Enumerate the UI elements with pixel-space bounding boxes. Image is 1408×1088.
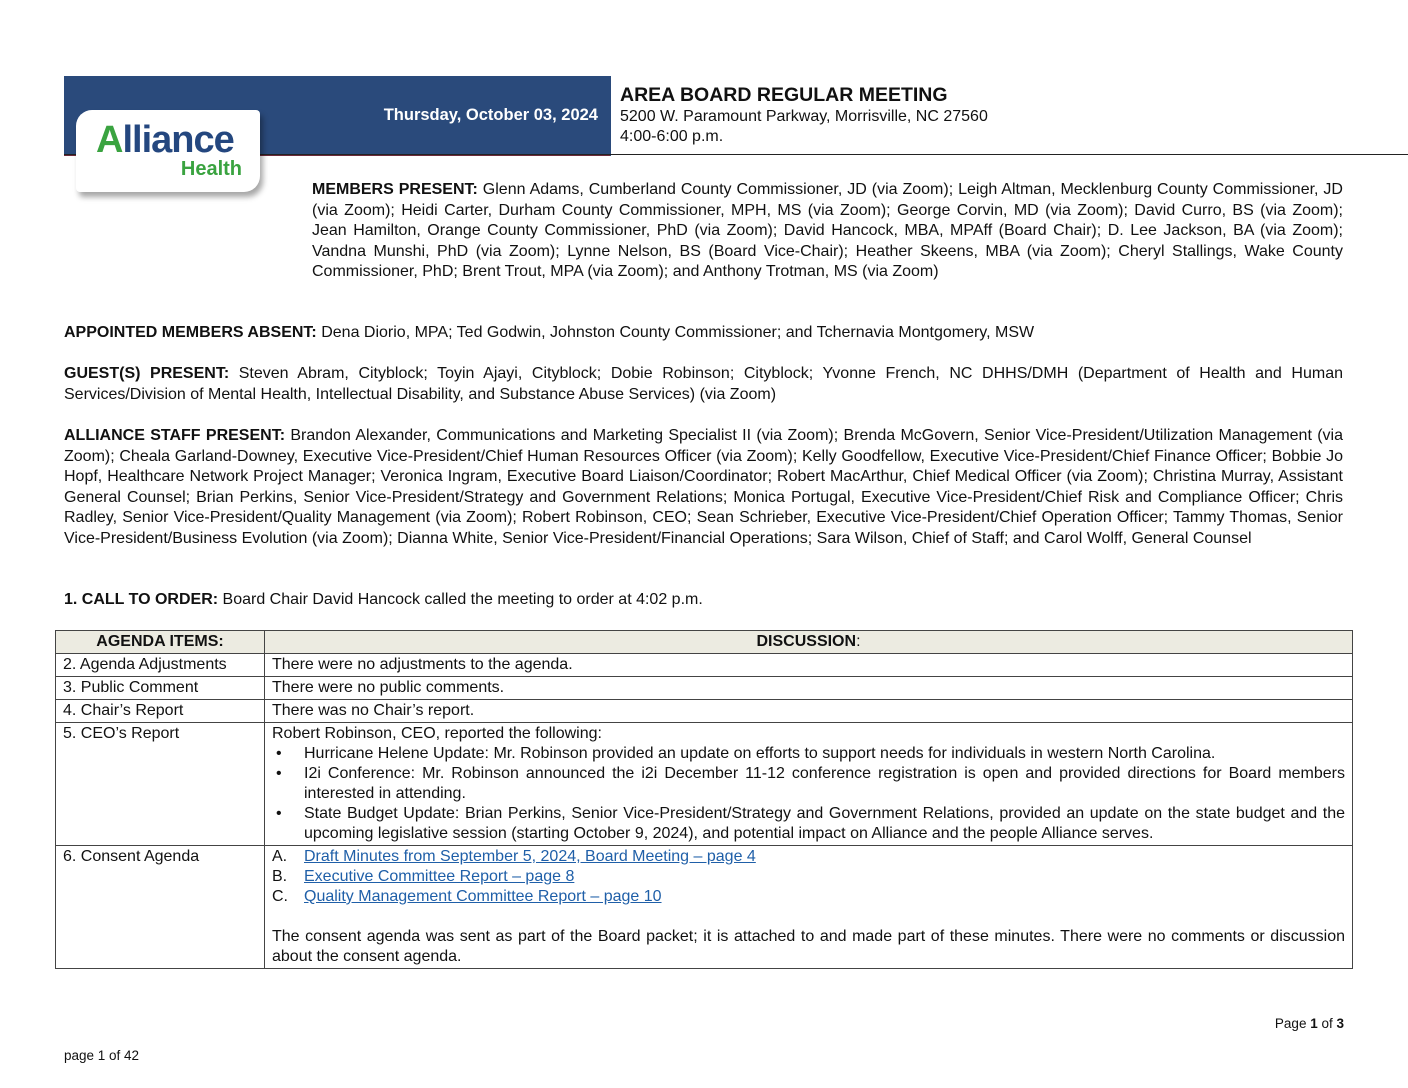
logo-wordmark [96,120,234,160]
header-rule [64,154,1408,155]
page-current: 1 [1310,1016,1318,1031]
draft-minutes-link[interactable]: Draft Minutes from September 5, 2024, Board Meeting – page 4 [304,848,756,865]
agenda-item: 6. Consent Agenda [56,846,265,969]
table-row [56,723,1353,846]
members-present-label: MEMBERS PRESENT: [312,181,478,198]
item-letter: A. [272,848,288,865]
logo-health-text: Health [180,158,242,180]
agenda-item: 5. CEO’s Report [56,723,265,846]
agenda-item: 2. Agenda Adjustments [56,654,265,677]
list-item: • Hurricane Helene Update: Mr. Robinson provided an update on efforts to support needs for individuals in western North Carolina. [304,744,1345,764]
staff-present-label: ALLIANCE STAFF PRESENT: [64,427,286,444]
page-of: of [1317,1016,1337,1031]
ceo-report-intro: Robert Robinson, CEO, reported the following: [272,725,602,742]
members-absent-label: APPOINTED MEMBERS ABSENT: [64,324,317,341]
ceo-report-bullets [272,744,1345,844]
members-absent-text: Dena Diorio, MPA; Ted Godwin, Johnston County Commissioner; and Tchernavia Montgomery, MSW [316,324,1035,341]
meeting-time: 4:00-6:00 p.m. [620,128,724,145]
agenda-discussion: There was no Chair’s report. [265,700,1353,723]
alliance-health-logo [76,110,260,192]
logo-alliance-text: lliance [122,119,234,161]
members-absent [64,323,1344,344]
list-item: • I2i Conference: Mr. Robinson announced the i2i December 11-12 conference registration is open and provided directions for Board members interested in attending. [304,764,1345,804]
page-prefix: Page [1274,1016,1311,1031]
agenda-item: 4. Chair’s Report [56,700,265,723]
discussion-header [265,631,1353,654]
agenda-item: 3. Public Comment [56,677,265,700]
logo-a-mark: A [96,119,123,161]
staff-present [64,426,1343,549]
page-number [1275,1016,1344,1031]
agenda-items-header: AGENDA ITEMS: [56,631,265,654]
list-item [272,847,1345,867]
table-row [56,677,1353,700]
guests-present-text: Steven Abram, Cityblock; Toyin Ajayi, Cityblock; Dobie Robinson; Cityblock; Yvonne French, NC DHHS/DMH (Department of Health and Human Services/Division of Mental Health, Intellectual Disability, and Substance Abuse Services) (via Zoom) [64,365,1344,403]
table-row [56,846,1353,969]
table-row [56,654,1353,677]
list-item [272,867,1345,887]
consent-agenda-list [272,847,1345,907]
call-to-order [64,590,1344,611]
discussion-header-colon: : [856,633,861,650]
meeting-date: Thursday, October 03, 2024 [383,106,598,124]
meeting-title: AREA BOARD REGULAR MEETING [620,84,948,106]
guests-present [64,364,1343,405]
agenda-header-row [56,631,1353,654]
executive-committee-report-link[interactable]: Executive Committee Report – page 8 [304,868,575,885]
quality-management-report-link[interactable]: Quality Management Committee Report – page 10 [304,888,662,905]
packet-page-number: page 1 of 42 [64,1048,140,1063]
guests-present-label: GUEST(S) PRESENT: [64,365,230,382]
table-row [56,700,1353,723]
agenda-discussion [265,723,1353,846]
agenda-discussion: There were no public comments. [265,677,1353,700]
page-total: 3 [1336,1016,1344,1031]
item-letter: B. [272,868,288,885]
consent-agenda-note: The consent agenda was sent as part of the Board packet; it is attached to and made part of these minutes. There were no comments or discussion about the consent agenda. [272,928,1345,965]
agenda-table [55,630,1353,969]
list-item [272,887,1345,907]
agenda-discussion: There were no adjustments to the agenda. [265,654,1353,677]
discussion-header-text: DISCUSSION [756,633,857,650]
meeting-info [620,83,988,147]
call-to-order-label: 1. CALL TO ORDER: [64,591,219,608]
agenda-discussion [265,846,1353,969]
header-separator [608,76,611,156]
meeting-address: 5200 W. Paramount Parkway, Morrisville, NC 27560 [620,108,988,125]
item-letter: C. [272,888,288,905]
list-item: • State Budget Update: Brian Perkins, Senior Vice-President/Strategy and Government Relations, provided an update on the state budget and the upcoming legislative session (starting October 9, 2024), and potential impact on Alliance and the people Alliance serves. [304,804,1345,844]
call-to-order-text: Board Chair David Hancock called the meeting to order at 4:02 p.m. [218,591,703,608]
staff-present-text: Brandon Alexander, Communications and Marketing Specialist II (via Zoom); Brenda McGovern, Senior Vice-President/Utilization Management (via Zoom); Cheala Garland-Downey, Executive Vice-President/Chief Human Resources Officer (via Zoom); Kelly Goodfellow, Executive Vice-President/Chief Finance Officer; Bobbie Jo Hopf, Healthcare Network Project Manager; Veronica Ingram, Executive Board Liaison/Coordinator; Robert MacArthur, Chief Medical Officer (via Zoom); Christina Murray, Assistant General Counsel; Brian Perkins, Senior Vice-President/Strategy and Government Relations; Monica Portugal, Executive Vice-President/Chief Risk and Compliance Officer; Chris Radley, Senior Vice-President/Quality Management (via Zoom); Robert Robinson, CEO; Sean Schrieber, Executive Vice-President/Chief Operation Officer; Tammy Thomas, Senior Vice-President/Business Evolution (via Zoom); Dianna White, Senior Vice-President/Financial Operations; Sara Wilson, Chief of Staff; and Carol Wolff, General Counsel [64,427,1344,547]
members-present [312,180,1343,283]
members-present-text: Glenn Adams, Cumberland County Commissioner, JD (via Zoom); Leigh Altman, Mecklenburg County Commissioner, JD (via Zoom); Heidi Carter, Durham County Commissioner, MPH, MS (via Zoom); George Corvin, MD (via Zoom); David Curro, BS (via Zoom); Jean Hamilton, Orange County Commissioner, PhD (via Zoom); David Hancock, MBA, MPAff (Board Chair); D. Lee Jackson, BA (via Zoom); Vandna Munshi, PhD (via Zoom); Lynne Nelson, BS (Board Vice-Chair); Heather Skeens, MBA (via Zoom); Cheryl Stallings, Wake County Commissioner, PhD; Brent Trout, MPA (via Zoom); and Anthony Trotman, MS (via Zoom) [312,181,1343,280]
